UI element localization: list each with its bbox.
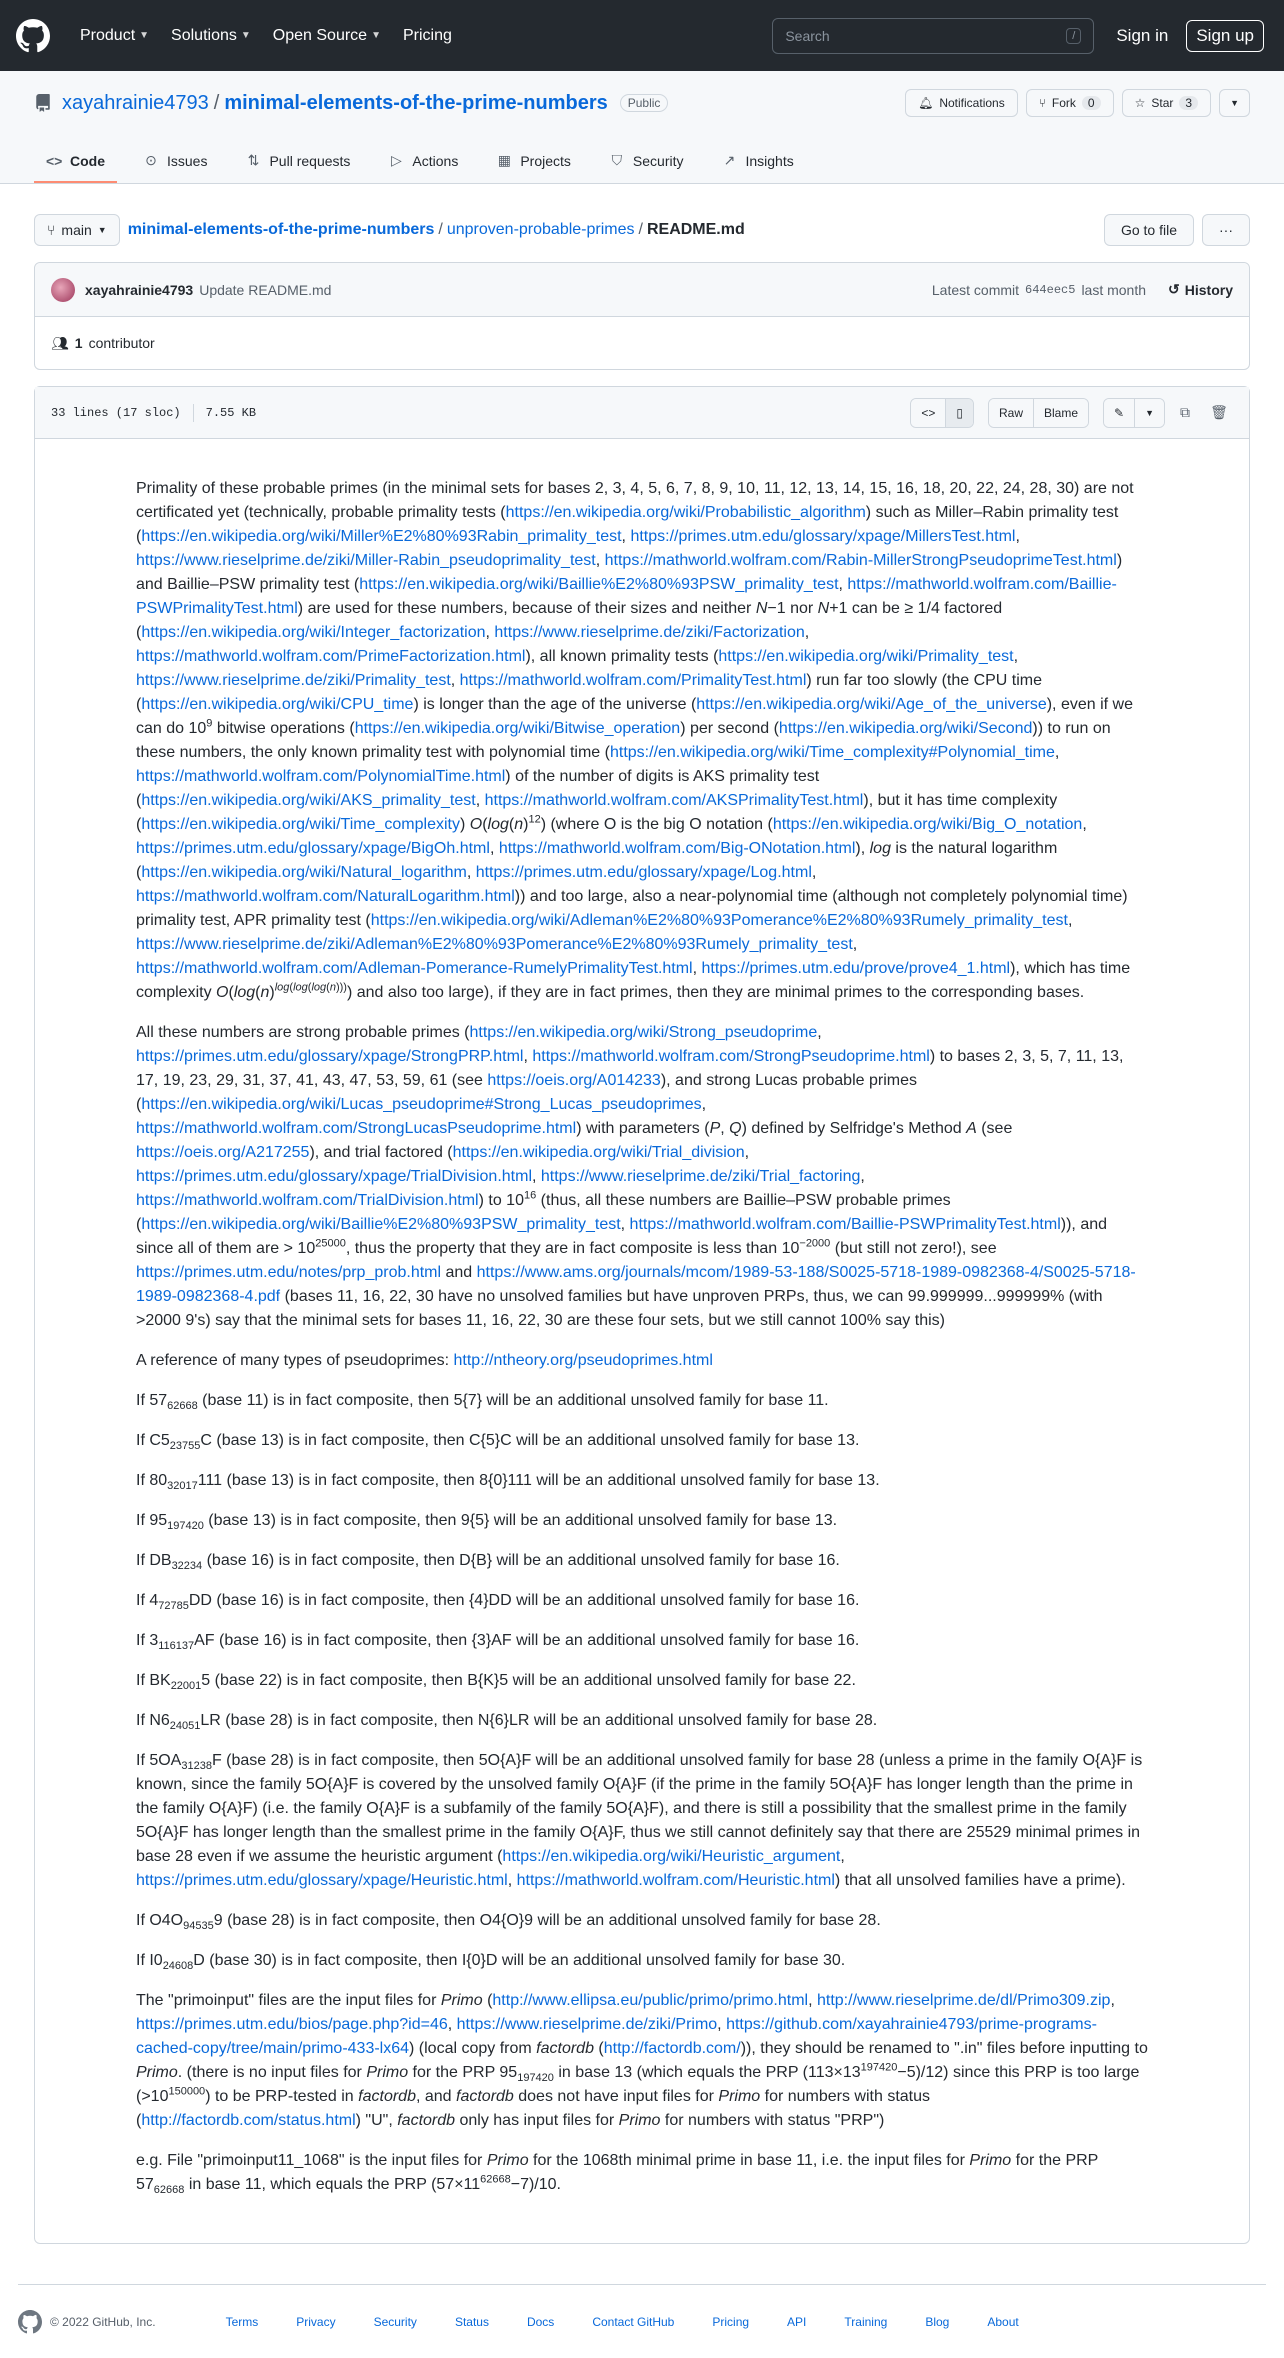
view-toggle [910, 398, 974, 428]
readme-link[interactable]: https://en.wikipedia.org/wiki/AKS_primality_test [141, 792, 476, 809]
footer-copyright: © 2022 GitHub, Inc. [50, 2314, 156, 2329]
site-footer [18, 2284, 1266, 2358]
readme-link[interactable]: https://en.wikipedia.org/wiki/Trial_division [452, 1144, 745, 1161]
footer-link-security[interactable]: Security [373, 2314, 417, 2329]
readme-link[interactable]: https://en.wikipedia.org/wiki/Age_of_the_universe [696, 696, 1047, 713]
table-icon: ▦ [497, 152, 511, 168]
latest-commit-box [34, 262, 1250, 370]
tab-pull-requests[interactable] [233, 152, 362, 183]
play-icon: ▷ [391, 152, 402, 168]
nav-label: Pricing [402, 26, 452, 44]
breadcrumb [128, 221, 745, 239]
readme-link[interactable]: https://primes.utm.edu/glossary/xpage/Log.html [475, 864, 812, 881]
readme-link[interactable]: https://www.rieselprime.de/ziki/Miller-Rabin_pseudoprimality_test [136, 552, 596, 569]
breadcrumb-file: README.md [646, 221, 745, 238]
nav-pricing[interactable] [403, 27, 452, 45]
readme-link[interactable]: https://mathworld.wolfram.com/StrongPseudoprime.html [532, 1048, 930, 1065]
readme-link[interactable]: https://en.wikipedia.org/wiki/Heuristic_argument [502, 1848, 841, 1865]
footer-link-training[interactable]: Training [844, 2314, 888, 2329]
readme-link[interactable]: https://en.wikipedia.org/wiki/Time_complexity [141, 816, 460, 833]
code-view-button[interactable] [911, 399, 946, 427]
readme-link[interactable]: https://mathworld.wolfram.com/StrongLucasPseudoprime.html [136, 1120, 577, 1137]
issue-icon: ⊙ [145, 152, 157, 168]
readme-link[interactable]: https://primes.utm.edu/glossary/xpage/BigOh.html [136, 840, 490, 857]
readme-link[interactable]: https://github.com/xayahrainie4793/prime-programs-cached-copy/tree/main/primo-433-lx64 [136, 2016, 1097, 2057]
search-placeholder: Search [785, 27, 830, 44]
readme-link[interactable]: https://en.wikipedia.org/wiki/Integer_factorization [141, 624, 486, 641]
footer-link-privacy[interactable]: Privacy [296, 2314, 336, 2329]
pencil-icon: ✎ [1114, 405, 1125, 420]
search-input[interactable] [772, 18, 1094, 54]
readme-link[interactable]: http://factordb.com/status.html [141, 2112, 356, 2129]
github-logo-icon[interactable] [18, 2310, 42, 2334]
readme-link[interactable]: http://www.ellipsa.eu/public/primo/primo.html [492, 1992, 809, 2009]
code-icon: <> [921, 405, 936, 420]
readme-body [35, 439, 1249, 2243]
search-shortcut-badge: / [1066, 28, 1081, 44]
readme-link[interactable]: https://en.wikipedia.org/wiki/Natural_logarithm [141, 864, 467, 881]
commit-sha-link[interactable]: 644eec5 [1025, 282, 1076, 297]
fork-count: 0 [1082, 96, 1101, 110]
readme-link[interactable]: https://en.wikipedia.org/wiki/Bitwise_operation [354, 720, 681, 737]
breadcrumb-folder-link[interactable]: unproven-probable-primes [446, 221, 635, 238]
readme-paragraph-base16-a: If $DB_{32234}$ (base 16) is in fact composite, then D{B} will be an additional unsolved family for base 16. [136, 1552, 840, 1573]
sign-in-link[interactable]: Sign in [1116, 25, 1169, 45]
tab-security[interactable] [597, 152, 696, 183]
code-icon: <> [46, 153, 63, 169]
file-toolbar [910, 398, 1233, 428]
readme-link[interactable]: https://mathworld.wolfram.com/Heuristic.html [516, 1872, 835, 1889]
file-nav-actions [1104, 214, 1250, 246]
readme-link[interactable]: https://mathworld.wolfram.com/Rabin-MillerStrongPseudoprimeTest.html [604, 552, 1117, 569]
footer-link-blog[interactable]: Blog [925, 2314, 950, 2329]
readme-paragraph-base28-c: If $O4O_{94535}9$ (base 28) is in fact composite, then O4{O}9 will be an additional unsolved family for base 28. [136, 1912, 881, 1933]
file-navigation [34, 198, 1250, 262]
chevron-down-icon: ▼ [1145, 407, 1154, 418]
visibility-badge: Public [620, 94, 669, 112]
star-button[interactable] [1122, 89, 1211, 117]
chevron-down-icon: ▼ [371, 30, 381, 41]
footer-link-status[interactable]: Status [454, 2314, 489, 2329]
commit-row [35, 263, 1249, 317]
star-icon: ☆ [1134, 96, 1146, 110]
readme-link[interactable]: https://primes.utm.edu/prove/prove4_1.html [701, 960, 1011, 977]
repo-title-row [34, 71, 1250, 135]
readme-link[interactable]: https://mathworld.wolfram.com/PolynomialTime.html [136, 768, 506, 785]
repo-header [0, 71, 1284, 184]
go-to-file-button[interactable]: Go to file [1104, 214, 1194, 246]
history-link[interactable] [1168, 281, 1233, 298]
tab-label: Security [632, 152, 684, 169]
readme-link[interactable]: https://oeis.org/A014233 [487, 1072, 661, 1089]
sign-up-button[interactable]: Sign up [1186, 20, 1264, 52]
file-viewer [34, 386, 1250, 2244]
readme-paragraph-base16-c: If $3_{116137}AF$ (base 16) is in fact composite, then {3}AF will be an additional unsolved family for base 16. [136, 1632, 860, 1653]
readme-link[interactable]: https://en.wikipedia.org/wiki/Lucas_pseudoprime#Strong_Lucas_pseudoprimes [141, 1096, 702, 1113]
footer-links [226, 2315, 1019, 2329]
readme-link[interactable]: http://www.rieselprime.de/dl/Primo309.zip [816, 1992, 1111, 2009]
tab-projects[interactable] [484, 152, 583, 183]
edit-dropdown-button[interactable] [1135, 399, 1164, 427]
tab-insights[interactable] [709, 152, 805, 183]
readme-paragraph-base13-a: If $C5_{23755}C$ (base 13) is in fact composite, then C{5}C will be an additional unsolved family for base 13. [136, 1432, 860, 1453]
raw-button[interactable]: Raw [989, 399, 1034, 427]
tab-code[interactable] [34, 153, 117, 183]
graph-icon: ↗ [723, 152, 736, 168]
repo-path-separator: / [213, 91, 220, 114]
breadcrumb-separator: / [638, 221, 643, 238]
fork-button[interactable] [1026, 89, 1114, 117]
main-content [0, 198, 1284, 2244]
readme-link[interactable]: https://primes.utm.edu/notes/prp_prob.html [136, 1264, 442, 1281]
footer-link-pricing[interactable]: Pricing [712, 2314, 750, 2329]
readme-link[interactable]: https://mathworld.wolfram.com/Baillie-PSWPrimalityTest.html [629, 1216, 1061, 1233]
contributors-row[interactable] [35, 317, 1249, 369]
footer-link-about[interactable]: About [987, 2314, 1019, 2329]
readme-link[interactable]: https://en.wikipedia.org/wiki/Adleman%E2%80%93Pomerance%E2%80%93Rumely_primality_test [370, 912, 1068, 929]
readme-link[interactable]: https://oeis.org/A217255 [136, 1144, 310, 1161]
breadcrumb-separator: / [438, 221, 443, 238]
readme-link[interactable]: https://mathworld.wolfram.com/NaturalLogarithm.html [136, 888, 515, 905]
commit-author-link[interactable]: xayahrainie4793 [85, 281, 194, 298]
branch-name: main [61, 222, 92, 238]
readme-link[interactable]: https://en.wikipedia.org/wiki/Primality_test [718, 648, 1014, 665]
readme-link[interactable]: https://en.wikipedia.org/wiki/CPU_time [141, 696, 414, 713]
pull-request-icon: ⇅ [247, 152, 260, 168]
footer-link-terms[interactable]: Terms [225, 2314, 259, 2329]
readme-link[interactable]: https://mathworld.wolfram.com/TrialDivision.html [136, 1192, 479, 1209]
commit-meta [932, 281, 1233, 298]
tab-label: Issues [167, 152, 208, 169]
shield-icon: ⛉ [611, 152, 623, 168]
readme-paragraph-base16-b: If $4_{72785}DD$ (base 16) is in fact composite, then {4}DD will be an additional unsolved family for base 16. [136, 1592, 860, 1613]
tab-label: Insights [745, 152, 794, 169]
chevron-down-icon: ▼ [139, 30, 150, 41]
more-options-button[interactable]: ··· [1202, 214, 1250, 246]
tab-label: Projects [520, 152, 571, 169]
readme-link[interactable]: https://en.wikipedia.org/wiki/Baillie%E2%80%93PSW_primality_test [359, 576, 839, 593]
breadcrumb-repo-link[interactable]: minimal-elements-of-the-prime-numbers [127, 221, 435, 238]
readme-paragraph-base30: If $I0_{24608}D$ (base 30) is in fact composite, then I{0}D will be an additional unsolved family for base 30. [136, 1952, 846, 1973]
fork-icon: ⑂ [1038, 96, 1046, 110]
tab-label: Code [70, 153, 105, 169]
readme-link[interactable]: https://en.wikipedia.org/wiki/Time_complexity#Polynomial_time [609, 744, 1055, 761]
readme-link[interactable]: https://primes.utm.edu/glossary/xpage/Heuristic.html [136, 1872, 508, 1889]
readme-link[interactable]: https://primes.utm.edu/bios/page.php?id=46 [136, 2016, 448, 2033]
readme-paragraph-base13-c: If $95_{197420}$ (base 13) is in fact composite, then 9{5} will be an additional unsolved family for base 13. [136, 1512, 838, 1533]
history-icon: ↺ [1168, 281, 1180, 297]
readme-paragraph-base28-a: If $N6_{24051}LR$ (base 28) is in fact composite, then N{6}LR will be an additional unsolved family for base 28. [136, 1712, 878, 1733]
people-icon: 👥︎ [51, 334, 69, 351]
nav-label: Open Source [272, 26, 368, 44]
latest-commit-label: Latest commit [931, 281, 1020, 298]
edit-pencil-button[interactable] [1104, 399, 1135, 427]
edit-group [1103, 398, 1165, 428]
readme-link[interactable]: https://mathworld.wolfram.com/Adleman-Pomerance-RumelyPrimalityTest.html [136, 960, 693, 977]
github-logo-icon[interactable] [16, 19, 50, 53]
history-label: History [1184, 281, 1233, 298]
readme-link[interactable]: https://www.rieselprime.de/ziki/Trial_factoring [540, 1168, 861, 1185]
readme-link[interactable]: https://www.rieselprime.de/ziki/Primo [456, 2016, 718, 2033]
commit-message-link[interactable]: Update README.md [199, 281, 332, 298]
readme-link[interactable]: https://en.wikipedia.org/wiki/Miller%E2%80%93Rabin_primality_test [141, 528, 622, 545]
readme-paragraph-example: e.g. File "primoinput11_1068" is the input files for Primo for the 1068th minimal prime in base 11, i.e. the input files for Primo for the PRP $57_{62668}$ in base 11, which equals the PRP $(57\times 11^{62668}-7)/10$. [136, 2152, 1099, 2197]
readme-link[interactable]: https://www.rieselprime.de/ziki/Factorization [494, 624, 805, 641]
readme-link[interactable]: https://en.wikipedia.org/wiki/Second [778, 720, 1033, 737]
readme-paragraph-reference: A reference of many types of pseudoprimes: http://ntheory.org/pseudoprimes.html [136, 1352, 713, 1369]
nav-product[interactable] [80, 27, 149, 45]
star-label: Star [1151, 96, 1174, 110]
chevron-down-icon: ▼ [97, 225, 107, 235]
readme-link[interactable]: https://primes.utm.edu/glossary/xpage/TrialDivision.html [136, 1168, 532, 1185]
readme-link[interactable]: https://mathworld.wolfram.com/Big-ONotation.html [498, 840, 856, 857]
copy-icon[interactable]: ⧉ [1180, 404, 1190, 420]
global-header [0, 0, 1284, 71]
trash-icon[interactable]: 🗑︎ [1210, 404, 1228, 420]
commit-time: last month [1081, 281, 1147, 298]
chevron-down-icon: ▼ [240, 30, 251, 41]
tab-actions[interactable] [376, 152, 470, 183]
notifications-button[interactable] [905, 89, 1018, 117]
readme-link[interactable]: https://www.ams.org/journals/mcom/1989-53-188/S0025-5718-1989-0982368-4/S0025-5718-1989-0982368-4.pdf [136, 1264, 1136, 1305]
preview-button[interactable] [946, 399, 973, 427]
readme-link[interactable]: https://en.wikipedia.org/wiki/Baillie%E2%80%93PSW_primality_test [141, 1216, 621, 1233]
readme-link[interactable]: https://primes.utm.edu/glossary/xpage/StrongPRP.html [136, 1048, 524, 1065]
readme-link[interactable]: https://en.wikipedia.org/wiki/Strong_pseudoprime [469, 1024, 818, 1041]
notifications-label: Notifications [939, 96, 1005, 110]
readme-link[interactable]: https://mathworld.wolfram.com/PrimalityTest.html [459, 672, 807, 689]
readme-paragraph-primality: Primality of these probable primes (in the minimal sets for bases 2, 3, 4, 5, 6, 7, 8, 9, 10, 11, 12, 13, 14, 15, 16, 18, 20, 22, 24, 28, 30) are not certificated yet (technically, probable primality tests (https://en.wikipedia.org/wiki/Probabilistic_algorithm) such as Miller–Rabin primality test (https://en.wikipedia.org/wiki/Miller%E2%80%93Rabin_primality_test, https://primes.utm.edu/glossary/xpage/MillersTest.html, https://www.rieselprime.de/ziki/Miller-Rabin_pseudoprimality_test, https://mathworld.wolfram.com/Rabin-MillerStrongPseudoprimeTest.html) and Baillie–PSW primality test (https://en.wikipedia.org/wiki/Baillie%E2%80%93PSW_primality_test, https://mathworld.wolfram.com/Baillie-PSWPrimalityTest.html) are used for these numbers, because of their sizes and neither N−1 nor N+1 can be ≥ 1/4 factored (https://en.wikipedia.org/wiki/Integer_factorization, https://www.rieselprime.de/ziki/Factorization, https://mathworld.wolfram.com/PrimeFactorization.html), all known primality tests (https://en.wikipedia.org/wiki/Primality_test, https://www.rieselprime.de/ziki/Primality_test, https://mathworld.wolfram.com/PrimalityTest.html) run far too slowly (the CPU time (https://en.wikipedia.org/wiki/CPU_time) is longer than the age of the universe (https://en.wikipedia.org/wiki/Age_of_the_universe), even if we can do $10^9$ bitwise operations (https://en.wikipedia.org/wiki/Bitwise_operation) per second (https://en.wikipedia.org/wiki/Second)) to run on these numbers, the only known primality test with polynomial time (https://en.wikipedia.org/wiki/Time_complexity#Polynomial_time, https://mathworld.wolfram.com/PolynomialTime.html) of the number of digits is AKS primality test (https://en.wikipedia.org/wiki/AKS_primality_test, https://mathworld.wolfram.com/AKSPrimalityTest.html), but it has time complexity (https://en.wikipedia.org/wiki/Time_complexity) $O(\log(n)^{12})$ (where O is the big O notation (https://en.wikipedia.org/wiki/Big_O_notation, https://primes.utm.edu/glossary/xpage/BigOh.html, https://mathworld.wolfram.com/Big-ONotation.html), log is the natural logarithm (https://en.wikipedia.org/wiki/Natural_logarithm, https://primes.utm.edu/glossary/xpage/Log.html, https://mathworld.wolfram.com/NaturalLogarithm.html)) and too large, also a near-polynomial time (although not completely polynomial time) primality test, APR primality test (https://en.wikipedia.org/wiki/Adleman%E2%80%93Pomerance%E2%80%93Rumely_primality_test, https://www.rieselprime.de/ziki/Adleman%E2%80%93Pomerance%E2%80%93Rumely_primality_test, https://mathworld.wolfram.com/Adleman-Pomerance-RumelyPrimalityTest.html, https://primes.utm.edu/prove/prove4_1.html), which has time complexity $O(\log(n)^{log(log(log(n)))})$ and also too large), if they are in fact primes, then they are minimal primes to the corresponding bases. [136, 480, 1134, 1001]
tab-label: Pull requests [269, 152, 351, 169]
file-size: 7.55 KB [205, 405, 257, 420]
branch-icon: ⑂ [47, 222, 56, 238]
tab-label: Actions [412, 152, 459, 169]
avatar[interactable] [51, 278, 75, 302]
file-header [35, 387, 1249, 439]
repo-actions [905, 89, 1250, 117]
raw-blame-group [988, 398, 1089, 428]
tab-issues[interactable] [131, 152, 219, 183]
branch-selector-button[interactable] [34, 214, 120, 246]
readme-link[interactable]: http://ntheory.org/pseudoprimes.html [453, 1352, 713, 1369]
readme-paragraph-base11: If $57_{62668}$ (base 11) is in fact composite, then 5{7} will be an additional unsolved family for base 11. [136, 1392, 829, 1413]
readme-paragraph-base22: If $BK_{22001}5$ (base 22) is in fact composite, then B{K}5 will be an additional unsolved family for base 22. [136, 1672, 856, 1693]
global-nav [80, 27, 474, 45]
readme-link[interactable]: https://www.rieselprime.de/ziki/Adleman%E2%80%93Pomerance%E2%80%93Rumely_primality_test [136, 936, 853, 953]
blame-button[interactable]: Blame [1034, 399, 1088, 427]
readme-link[interactable]: https://mathworld.wolfram.com/AKSPrimalityTest.html [484, 792, 864, 809]
chevron-down-icon: ▼ [1230, 98, 1239, 108]
contributors-label: contributor [88, 335, 155, 351]
readme-paragraph-base13-b: If $80_{32017}111$ (base 13) is in fact composite, then 8{0}111 will be an additional unsolved family for base 13. [136, 1472, 880, 1493]
footer-link-api[interactable]: API [787, 2314, 807, 2329]
readme-paragraph-primoinput: The "primoinput" files are the input files for Primo (http://www.ellipsa.eu/public/primo/primo.html, http://www.rieselprime.de/dl/Primo309.zip, https://primes.utm.edu/bios/page.php?id=46, https://www.rieselprime.de/ziki/Primo, https://github.com/xayahrainie4793/prime-programs-cached-copy/tree/main/primo-433-lx64) (local copy from factordb (http://factordb.com/)), they should be renamed to ".in" files before inputting to Primo. (there is no input files for Primo for the PRP $95_{197420}$ in base 13 (which equals the PRP $(113\times 13^{197420}-5)/12$) since this PRP is too large $(>10^{150000})$ to be PRP-tested in factordb, and factordb does not have input files for Primo for numbers with status (http://factordb.com/status.html) "U", factordb only has input files for Primo for numbers with status "PRP") [136, 1992, 1148, 2129]
bell-icon: 🔔︎ [918, 96, 934, 110]
footer-link-contact[interactable]: Contact GitHub [592, 2314, 675, 2329]
readme-link[interactable]: https://mathworld.wolfram.com/Baillie-PSWPrimalityTest.html [136, 576, 1117, 617]
readme-paragraph-strong-prp: All these numbers are strong probable primes (https://en.wikipedia.org/wiki/Strong_pseudoprime, https://primes.utm.edu/glossary/xpage/StrongPRP.html, https://mathworld.wolfram.com/StrongPseudoprime.html) to bases 2, 3, 5, 7, 11, 13, 17, 19, 23, 29, 31, 37, 41, 43, 47, 53, 59, 61 (see https://oeis.org/A014233), and strong Lucas probable primes (https://en.wikipedia.org/wiki/Lucas_pseudoprime#Strong_Lucas_pseudoprimes, https://mathworld.wolfram.com/StrongLucasPseudoprime.html) with parameters (P, Q) defined by Selfridge's Method A (see https://oeis.org/A217255), and trial factored (https://en.wikipedia.org/wiki/Trial_division, https://primes.utm.edu/glossary/xpage/TrialDivision.html, https://www.rieselprime.de/ziki/Trial_factoring, https://mathworld.wolfram.com/TrialDivision.html) to $10^{16}$ (thus, all these numbers are Baillie–PSW probable primes (https://en.wikipedia.org/wiki/Baillie%E2%80%93PSW_primality_test, https://mathworld.wolfram.com/Baillie-PSWPrimalityTest.html)), and since all of them are > $10^{25000}$, thus the property that they are in fact composite is less than $10^{-2000}$ (but still not zero!), see https://primes.utm.edu/notes/prp_prob.html and https://www.ams.org/journals/mcom/1989-53-188/S0025-5718-1989-0982368-4/S0025-5718-1989-0982368-4.pdf (bases 11, 16, 22, 30 have no unsolved families but have unproven PRPs, thus, we can 99.999999...999999% (with >2000 9's) say that the minimal sets for bases 11, 16, 22, 30 are these four sets, but we still cannot 100% say this) [136, 1024, 1136, 1329]
file-line-count: 33 lines (17 sloc) [51, 405, 181, 420]
readme-link[interactable]: https://mathworld.wolfram.com/PrimeFactorization.html [136, 648, 526, 665]
repo-name-link[interactable]: minimal-elements-of-the-prime-numbers [224, 91, 608, 114]
file-icon: ▯ [956, 405, 963, 420]
repo-tabs [34, 135, 1250, 183]
fork-label: Fork [1051, 96, 1076, 110]
readme-link[interactable]: https://en.wikipedia.org/wiki/Probabilistic_algorithm [505, 504, 866, 521]
nav-label: Product [80, 26, 136, 44]
footer-link-docs[interactable]: Docs [526, 2314, 555, 2329]
repo-icon [34, 94, 52, 112]
star-dropdown-button[interactable] [1219, 89, 1250, 117]
nav-label: Solutions [171, 26, 237, 44]
nav-open-source[interactable] [273, 27, 381, 45]
nav-solutions[interactable] [171, 27, 251, 45]
readme-link[interactable]: https://en.wikipedia.org/wiki/Big_O_notation [772, 816, 1083, 833]
readme-paragraph-base28-b: If $5OA_{31238}F$ (base 28) is in fact composite, then 5O{A}F will be an additional unsolved family for base 28 (unless a prime in the family O{A}F is known, since the family 5O{A}F is covered by the unsolved family O{A}F (if the prime in the family 5O{A}F has longer length than the prime in the family O{A}F) (i.e. the family O{A}F is a subfamily of the family 5O{A}F), and there is still a possibility that the smallest prime in the family 5O{A}F has longer length than the smallest prime in the family O{A}F, thus we still cannot definitely say that there are 25529 minimal primes in base 28 even if we assume the heuristic argument (https://en.wikipedia.org/wiki/Heuristic_argument, https://primes.utm.edu/glossary/xpage/Heuristic.html, https://mathworld.wolfram.com/Heuristic.html) that all unsolved families have a prime). [136, 1752, 1143, 1889]
readme-link[interactable]: https://primes.utm.edu/glossary/xpage/MillersTest.html [630, 528, 1016, 545]
divider [193, 404, 194, 422]
star-count: 3 [1179, 96, 1198, 110]
contributors-count: 1 [74, 335, 83, 351]
repo-owner-link[interactable]: xayahrainie4793 [62, 91, 209, 114]
readme-link[interactable]: http://factordb.com/ [603, 2040, 741, 2057]
readme-link[interactable]: https://www.rieselprime.de/ziki/Primality_test [136, 672, 451, 689]
